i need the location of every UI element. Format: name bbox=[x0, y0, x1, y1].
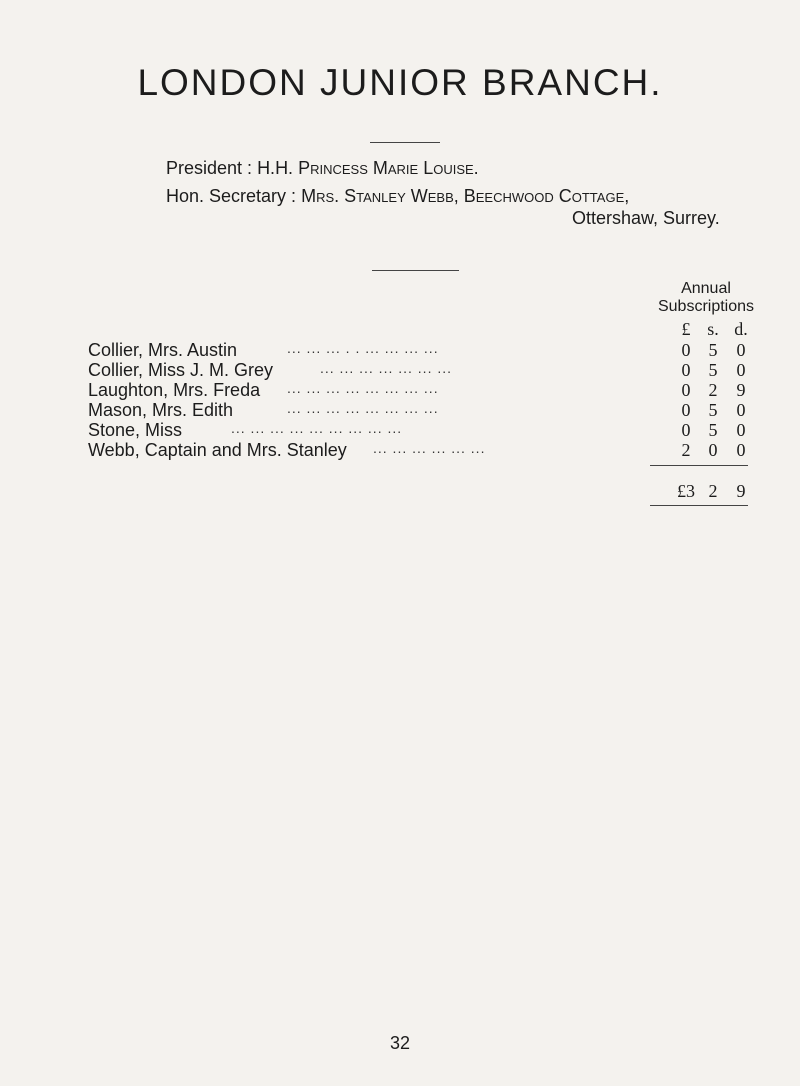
amount-shillings: 0 bbox=[708, 440, 718, 460]
page-number: 32 bbox=[389, 1033, 411, 1053]
amount-pounds: 0 bbox=[681, 360, 691, 380]
amount-shillings: 5 bbox=[708, 400, 718, 420]
table-row bbox=[88, 380, 753, 400]
member-name: Collier, Miss J. M. Grey bbox=[88, 360, 274, 380]
leader-dots: ... ... ... ... ... ... ... bbox=[320, 360, 453, 376]
title-divider bbox=[370, 142, 440, 143]
shillings-header: s. bbox=[707, 319, 719, 339]
leader-dots: ... ... ... ... ... ... ... ... bbox=[287, 380, 439, 396]
header-divider bbox=[372, 270, 459, 271]
amount-pence: 0 bbox=[736, 440, 746, 460]
amount-pence: 0 bbox=[736, 420, 746, 440]
pence-header: d. bbox=[734, 319, 748, 339]
amount-pence: 0 bbox=[736, 400, 746, 420]
amount-pence: 9 bbox=[736, 380, 746, 400]
member-name: Stone, Miss bbox=[88, 420, 183, 440]
pounds-header: £ bbox=[681, 319, 691, 339]
president-label: President : bbox=[166, 158, 253, 178]
secretary-label: Hon. Secretary : bbox=[166, 186, 297, 206]
member-name: Collier, Mrs. Austin bbox=[88, 340, 238, 360]
amount-shillings: 2 bbox=[708, 380, 718, 400]
amount-pence: 0 bbox=[736, 340, 746, 360]
total-rule bbox=[650, 505, 748, 506]
secretary-value: Mrs. Stanley Webb, Beechwood Cottage, bbox=[301, 186, 630, 206]
amount-shillings: 5 bbox=[708, 360, 718, 380]
total-pence: 9 bbox=[736, 481, 746, 501]
table-row bbox=[88, 440, 753, 460]
amount-pounds: 0 bbox=[681, 340, 691, 360]
amount-pounds: 2 bbox=[681, 440, 691, 460]
president-value: H.H. Princess Marie Louise. bbox=[257, 158, 479, 178]
secretary-line bbox=[166, 186, 629, 207]
subscriptions-header-line2: Subscriptions bbox=[657, 298, 755, 315]
amount-pence: 0 bbox=[736, 360, 746, 380]
president-line bbox=[166, 158, 479, 179]
leader-dots: ... ... ... . . ... ... ... ... bbox=[287, 340, 439, 356]
leader-dots: ... ... ... ... ... ... bbox=[373, 440, 486, 456]
amount-pounds: 0 bbox=[681, 420, 691, 440]
total-row bbox=[88, 481, 753, 501]
table-row bbox=[88, 360, 753, 380]
subscriptions-header-line1: Annual bbox=[681, 280, 731, 297]
total-pounds: £3 bbox=[677, 481, 695, 501]
amount-shillings: 5 bbox=[708, 420, 718, 440]
member-name: Laughton, Mrs. Freda bbox=[88, 380, 261, 400]
table-row bbox=[88, 340, 753, 360]
subtotal-rule bbox=[650, 465, 748, 466]
secretary-address-line: Ottershaw, Surrey. bbox=[572, 208, 720, 228]
leader-dots: ... ... ... ... ... ... ... ... bbox=[287, 400, 439, 416]
leader-dots: ... ... ... ... ... ... ... ... ... bbox=[231, 420, 403, 436]
table-row bbox=[88, 420, 753, 440]
table-row bbox=[88, 400, 753, 420]
amount-pounds: 0 bbox=[681, 400, 691, 420]
amount-pounds: 0 bbox=[681, 380, 691, 400]
page-title: LONDON JUNIOR BRANCH. bbox=[137, 62, 663, 103]
member-name: Webb, Captain and Mrs. Stanley bbox=[88, 440, 347, 460]
member-name: Mason, Mrs. Edith bbox=[88, 400, 234, 420]
amount-shillings: 5 bbox=[708, 340, 718, 360]
column-header-row bbox=[88, 319, 753, 339]
total-shillings: 2 bbox=[708, 481, 718, 501]
